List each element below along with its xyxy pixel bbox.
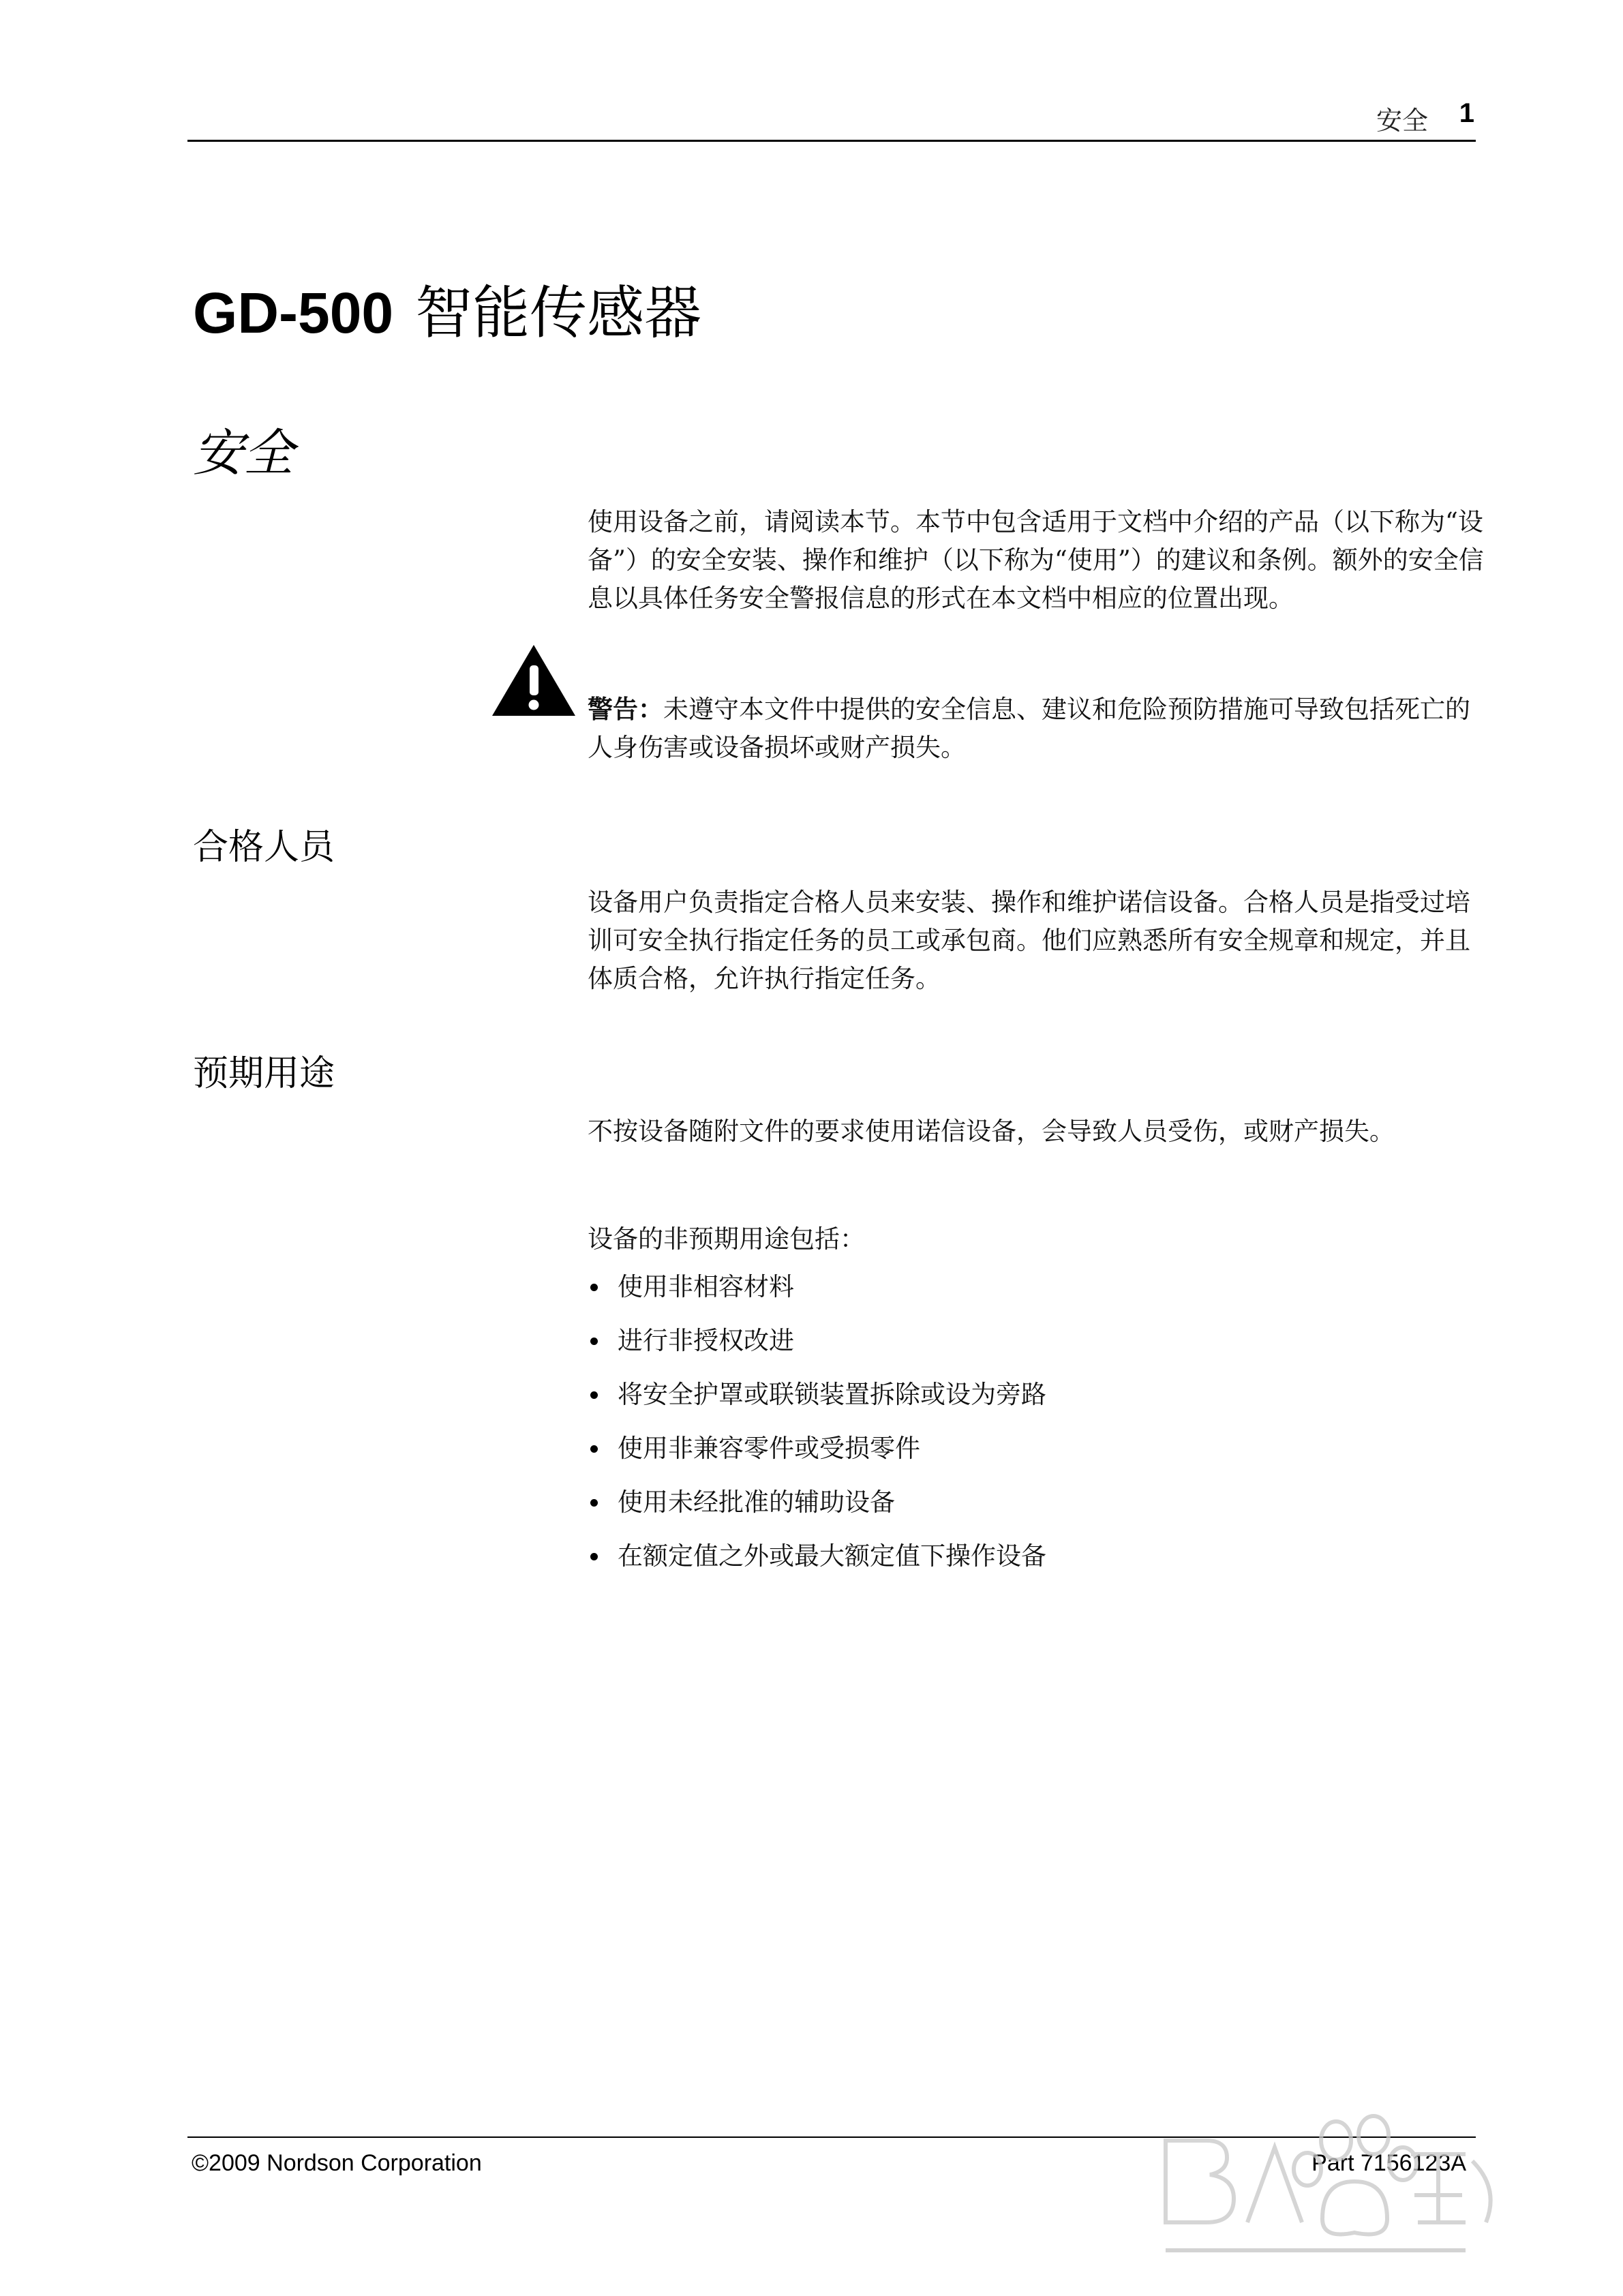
warning-label: 警告： [588,694,663,724]
list-item: 进行非授权改进 [588,1322,1046,1376]
product-name: 智能传感器 [415,280,702,346]
non-intended-use-intro: 设备的非预期用途包括： [588,1224,865,1254]
document-title [193,267,701,350]
page-header [187,95,1476,142]
warning-message [588,690,1487,767]
warning-text: 未遵守本文件中提供的安全信息、建议和危险预防措施可导致包括死亡的人身伤害或设备损坏或财产损失。 [588,695,1470,762]
intended-use-heading: 预期用途 [193,1053,335,1094]
bullet-icon [590,1338,598,1345]
part-number: Part 7156123A [1311,2150,1466,2176]
bullet-icon [590,1445,598,1453]
list-item: 在额定值之外或最大额定值下操作设备 [588,1537,1046,1591]
watermark-logo-icon [1152,2093,1534,2270]
non-intended-use-list [588,1268,1046,1591]
qualified-personnel-paragraph: 设备用户负责指定合格人员来安装、操作和维护诺信设备。合格人员是指受过培训可安全执行指定任务的员工或承包商。他们应熟悉所有安全规章和规定，并且体质合格，允许执行指定任务。 [588,888,1470,993]
intended-use-paragraph: 不按设备随附文件的要求使用诺信设备，会导致人员受伤，或财产损失。 [588,1117,1395,1146]
bullet-icon [590,1553,598,1560]
section-title: 安全 [193,424,294,483]
list-item: 使用非兼容零件或受损零件 [588,1430,1046,1483]
copyright-notice: ©2009 Nordson Corporation [192,2150,482,2176]
page-number: 1 [1459,98,1474,128]
bullet-icon [590,1391,598,1399]
warning-triangle-icon [489,642,578,719]
list-item: 将安全护罩或联锁装置拆除或设为旁路 [588,1376,1046,1430]
qualified-personnel-heading: 合格人员 [193,827,335,868]
bullet-icon [590,1284,598,1291]
intro-paragraph: 使用设备之前，请阅读本节。本节中包含适用于文档中介绍的产品（以下称为“设备”）的安全安装、操作和维护（以下称为“使用”）的建议和条例。额外的安全信息以具体任务安全警报信息的形式在本文档中相应的位置出现。 [588,507,1484,613]
bullet-icon [590,1499,598,1507]
model-name: GD-500 [193,281,394,345]
list-item: 使用未经批准的辅助设备 [588,1483,1046,1537]
list-item: 使用非相容材料 [588,1268,1046,1322]
header-section-name: 安全 [1376,106,1428,136]
